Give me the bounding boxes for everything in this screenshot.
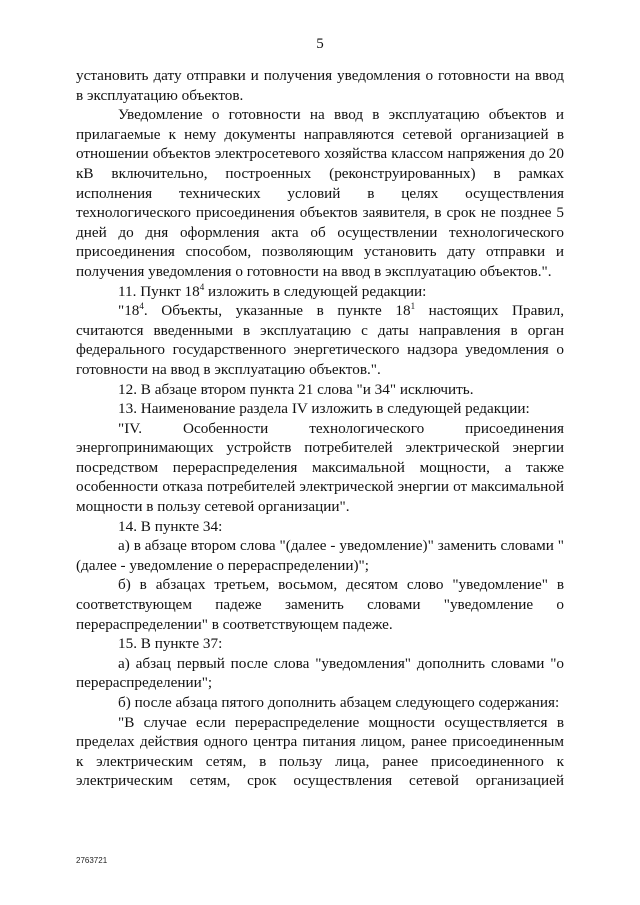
paragraph: установить дату отправки и получения уведомления о готовности на ввод в эксплуатацию объектов. <box>76 67 564 104</box>
paragraph: Уведомление о готовности на ввод в эксплуатацию объектов и прилагаемые к нему документы направляются сетевой организацией в отношении объектов электросетевого хозяйства классом напряжения до 20 кВ включительно, построенных (реконструированных) в рамках исполнения технических условий в целях осуществления технологического присоединения объектов заявителя, в срок не позднее 5 дней до дня оформления акта об осуществлении технологического присоединения способом, позволяющим установить дату отправки и получения уведомления о готовности на ввод в эксплуатацию объектов.". <box>76 106 564 280</box>
text: 11. Пункт 18 <box>118 282 200 300</box>
document-code: 2763721 <box>76 856 108 865</box>
page-number: 5 <box>316 36 324 52</box>
paragraph: 14. В пункте 34: <box>118 517 223 535</box>
paragraph: 13. Наименование раздела IV изложить в следующей редакции: <box>118 400 530 418</box>
paragraph-item-11 <box>76 282 564 302</box>
superscript: 4 <box>139 301 144 312</box>
superscript: 1 <box>410 301 416 312</box>
paragraph: 12. В абзаце втором пункта 21 слова "и 34" исключить. <box>118 380 474 398</box>
text: "18 <box>118 302 140 320</box>
text: . Объекты, указанные в пункте 18 <box>143 302 411 320</box>
text: настоящих Правил, считаются введенными в эксплуатацию с даты направления в орган федерального государственного энергетического надзора уведомления о готовности на ввод в эксплуатацию объектов.". <box>76 302 564 378</box>
paragraph: 15. В пункте 37: <box>118 635 223 653</box>
paragraph: б) в абзацах третьем, восьмом, десятом слово "уведомление" в соответствующем падеже заменить словами "уведомление о перераспределении" в соответствующем падеже. <box>76 576 564 633</box>
text: изложить в следующей редакции: <box>204 282 427 300</box>
paragraph: б) после абзаца пятого дополнить абзацем следующего содержания: <box>118 694 560 711</box>
superscript: 4 <box>199 281 205 292</box>
paragraph: а) абзац первый после слова "уведомления" дополнить словами "о перераспределении"; <box>76 654 564 692</box>
paragraph: "В случае если перераспределение мощности осуществляется в пределах действия одного центра питания лицом, ранее присоединенным к электрическим сетям, в пользу лица, ранее присоединенного к электрическим сетям, срок осуществления сетевой организацией <box>76 713 564 790</box>
paragraph-section-title: "IV. Особенности технологического присоединения энергопринимающих устройств потребителей электрической энергии посредством перераспределения максимальной мощности, а также особенности отказа потребителей электрической энергии от максимальной мощности в пользу сетевой организации". <box>76 419 564 516</box>
paragraph-item-18-4 <box>76 301 564 379</box>
document-body <box>76 66 564 791</box>
paragraph: а) в абзаце втором слова "(далее - уведомление)" заменить словами "(далее - уведомление о перераспределении)"; <box>76 537 564 574</box>
